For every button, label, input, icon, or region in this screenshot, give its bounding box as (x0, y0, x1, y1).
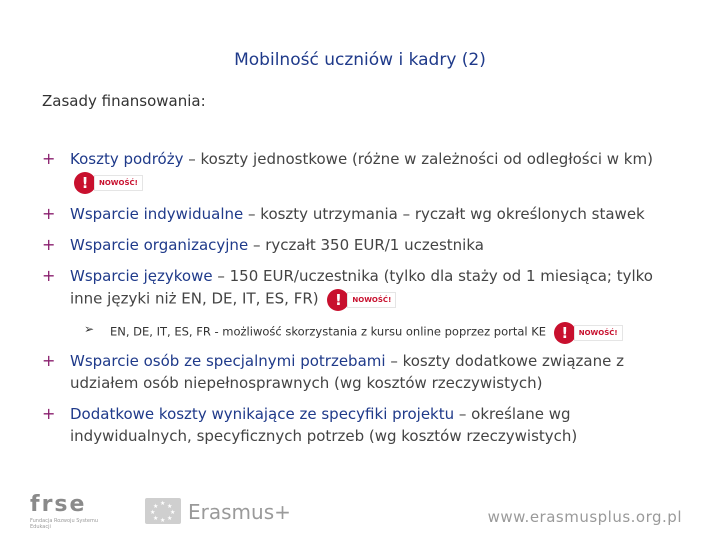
list-item (42, 350, 682, 394)
website-url: www.erasmusplus.org.pl (487, 508, 682, 526)
new-badge (74, 170, 144, 194)
item-heading: Wsparcie językowe (70, 267, 213, 285)
plus-bullet-icon: + (42, 235, 56, 254)
item-text: – koszty utrzymania – ryczałt wg określonych stawek (243, 205, 645, 223)
frse-logo (30, 494, 110, 528)
funding-list (42, 148, 682, 456)
list-item (42, 203, 682, 225)
badge-label: NOWOŚĆ! (574, 325, 623, 341)
sub-item-text: EN, DE, IT, ES, FR - możliwość skorzystania z kursu online poprzez portal KE (110, 324, 547, 339)
badge-label: NOWOŚĆ! (94, 175, 143, 191)
item-heading: Koszty podróży (70, 150, 184, 168)
plus-bullet-icon: + (42, 149, 56, 168)
footer (0, 494, 720, 540)
plus-bullet-icon: + (42, 266, 56, 285)
slide-title: Mobilność uczniów i kadry (2) (234, 50, 486, 70)
item-text: – koszty jednostkowe (różne w zależności od odległości w km) (183, 150, 653, 168)
plus-bullet-icon: + (42, 204, 56, 223)
item-text: – ryczałt 350 EUR/1 uczestnika (248, 236, 484, 254)
new-badge (554, 320, 624, 344)
frse-logo-text: frse (30, 492, 87, 517)
exclamation-icon: ! (554, 322, 576, 344)
badge-label: NOWOŚĆ! (347, 292, 396, 308)
exclamation-icon: ! (327, 289, 349, 311)
arrow-bullet-icon: ➢ (84, 322, 95, 336)
sub-list-item (70, 320, 682, 344)
exclamation-icon: ! (74, 172, 96, 194)
list-item (42, 148, 682, 194)
item-heading: Wsparcie organizacyjne (70, 236, 249, 254)
item-text: – 150 EUR/uczestnika (tylko dla staży od 1 miesiąca; tylko inne języki niż EN, DE, IT, ES, FR) (70, 267, 653, 308)
frse-logo-subtitle: Fundacja Rozwoju Systemu Edukacji (30, 518, 99, 530)
item-heading: Wsparcie osób ze specjalnymi potrzebami (70, 352, 386, 370)
plus-bullet-icon: + (42, 404, 56, 423)
erasmus-logo: Erasmus+ (188, 500, 291, 524)
item-heading: Wsparcie indywidualne (70, 205, 244, 223)
item-text: – koszty dodatkowe związane z udziałem osób niepełnosprawnych (wg kosztów rzeczywistych) (70, 352, 624, 392)
eu-flag-icon: ★ ★ ★ ★ ★ ★ ★ ★ (145, 498, 181, 524)
slide-subtitle: Zasady finansowania: (42, 92, 206, 110)
new-badge (327, 287, 397, 311)
item-text: – określane wg indywidualnych, specyficznych potrzeb (wg kosztów rzeczywistych) (70, 405, 578, 445)
plus-bullet-icon: + (42, 351, 56, 370)
item-heading: Dodatkowe koszty wynikające ze specyfiki projektu (70, 405, 455, 423)
list-item (42, 403, 682, 447)
list-item (42, 265, 682, 311)
list-item (42, 234, 682, 256)
